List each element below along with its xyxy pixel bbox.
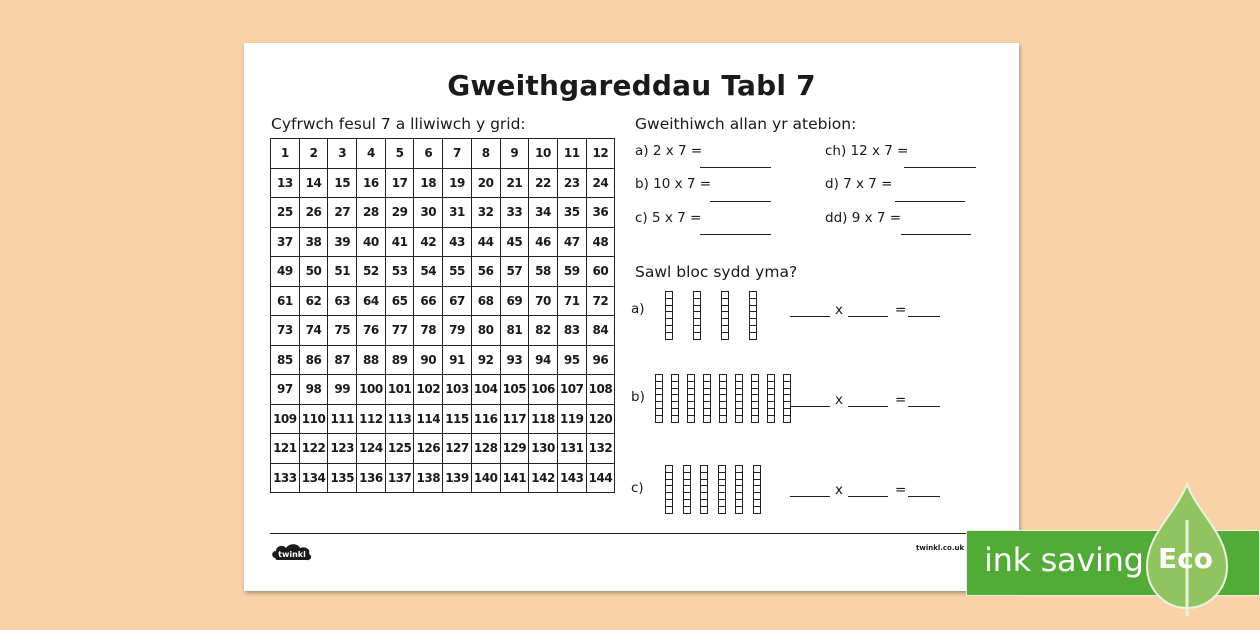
grid-cell[interactable]: 60 bbox=[586, 257, 615, 287]
block-column bbox=[687, 374, 695, 423]
unit-block bbox=[718, 506, 726, 514]
calculations-heading: Gweithiwch allan yr atebion: bbox=[635, 115, 857, 133]
grid-cell[interactable]: 120 bbox=[586, 404, 615, 434]
grid-row bbox=[271, 257, 615, 287]
grid-cell[interactable]: 111 bbox=[328, 404, 357, 434]
unit-block bbox=[665, 506, 673, 514]
grid-cell[interactable]: 65 bbox=[385, 286, 414, 316]
unit-block bbox=[665, 332, 673, 340]
grid-row bbox=[271, 345, 615, 375]
grid-cell[interactable]: 67 bbox=[443, 286, 472, 316]
grid-cell[interactable]: 104 bbox=[471, 375, 500, 405]
grid-cell[interactable]: 45 bbox=[500, 227, 529, 257]
footer-url: twinkl.co.uk bbox=[916, 544, 965, 552]
grid-cell[interactable]: 70 bbox=[529, 286, 558, 316]
block-question-c-label: c) bbox=[631, 480, 644, 496]
grid-cell[interactable]: 115 bbox=[443, 404, 472, 434]
grid-cell[interactable]: 101 bbox=[385, 375, 414, 405]
grid-cell[interactable]: 89 bbox=[385, 345, 414, 375]
grid-row bbox=[271, 434, 615, 464]
grid-cell[interactable]: 27 bbox=[328, 198, 357, 228]
times-symbol: x bbox=[835, 302, 843, 318]
grid-cell[interactable]: 38 bbox=[299, 227, 328, 257]
grid-cell[interactable]: 1 bbox=[271, 139, 300, 169]
block-column bbox=[718, 465, 726, 514]
grid-cell[interactable]: 40 bbox=[357, 227, 386, 257]
grid-cell[interactable]: 81 bbox=[500, 316, 529, 346]
grid-cell[interactable]: 72 bbox=[586, 286, 615, 316]
block-column bbox=[721, 291, 729, 340]
product-line-b[interactable] bbox=[908, 406, 940, 407]
calculation-d: d) 7 x 7 = bbox=[825, 176, 893, 192]
calculation-dd: dd) 9 x 7 = bbox=[825, 210, 902, 226]
grid-cell[interactable]: 87 bbox=[328, 345, 357, 375]
grid-cell[interactable]: 13 bbox=[271, 168, 300, 198]
worksheet-title: Gweithgareddau Tabl 7 bbox=[447, 69, 816, 102]
grid-cell[interactable]: 56 bbox=[471, 257, 500, 287]
grid-cell[interactable]: 59 bbox=[557, 257, 586, 287]
footer-divider bbox=[270, 533, 992, 534]
grid-cell[interactable]: 69 bbox=[500, 286, 529, 316]
grid-cell[interactable]: 114 bbox=[414, 404, 443, 434]
worksheet-page bbox=[244, 43, 1019, 591]
unit-block bbox=[749, 332, 757, 340]
grid-cell[interactable]: 22 bbox=[529, 168, 558, 198]
grid-cell[interactable]: 66 bbox=[414, 286, 443, 316]
grid-cell[interactable]: 136 bbox=[357, 463, 386, 493]
grid-cell[interactable]: 92 bbox=[471, 345, 500, 375]
grid-cell[interactable]: 105 bbox=[500, 375, 529, 405]
block-column bbox=[693, 291, 701, 340]
logo-text: twinkl bbox=[278, 550, 306, 559]
unit-block bbox=[693, 332, 701, 340]
grid-row bbox=[271, 286, 615, 316]
factor-line-c-2[interactable] bbox=[848, 496, 888, 497]
grid-cell[interactable]: 91 bbox=[443, 345, 472, 375]
grid-cell[interactable]: 26 bbox=[299, 198, 328, 228]
grid-cell[interactable]: 112 bbox=[357, 404, 386, 434]
block-column bbox=[767, 374, 775, 423]
grid-cell[interactable]: 127 bbox=[443, 434, 472, 464]
grid-cell[interactable]: 16 bbox=[357, 168, 386, 198]
unit-block bbox=[767, 415, 775, 423]
grid-cell[interactable]: 73 bbox=[271, 316, 300, 346]
grid-cell[interactable]: 106 bbox=[529, 375, 558, 405]
grid-cell[interactable]: 123 bbox=[328, 434, 357, 464]
grid-cell[interactable]: 85 bbox=[271, 345, 300, 375]
grid-cell[interactable]: 41 bbox=[385, 227, 414, 257]
grid-cell[interactable]: 5 bbox=[385, 139, 414, 169]
grid-row bbox=[271, 375, 615, 405]
answer-line-a[interactable] bbox=[700, 167, 771, 168]
block-column bbox=[751, 374, 759, 423]
unit-block bbox=[700, 506, 708, 514]
grid-cell[interactable]: 37 bbox=[271, 227, 300, 257]
unit-block bbox=[683, 506, 691, 514]
grid-cell[interactable]: 11 bbox=[557, 139, 586, 169]
grid-cell[interactable]: 25 bbox=[271, 198, 300, 228]
grid-cell[interactable]: 54 bbox=[414, 257, 443, 287]
grid-cell[interactable]: 17 bbox=[385, 168, 414, 198]
grid-cell[interactable]: 3 bbox=[328, 139, 357, 169]
block-column bbox=[735, 465, 743, 514]
unit-block bbox=[671, 415, 679, 423]
grid-cell[interactable]: 15 bbox=[328, 168, 357, 198]
hundred-grid bbox=[270, 138, 615, 493]
grid-row bbox=[271, 198, 615, 228]
block-column bbox=[749, 291, 757, 340]
grid-cell[interactable]: 134 bbox=[299, 463, 328, 493]
grid-cell[interactable]: 29 bbox=[385, 198, 414, 228]
grid-cell[interactable]: 10 bbox=[529, 139, 558, 169]
grid-instructions: Cyfrwch fesul 7 a lliwiwch y grid: bbox=[271, 115, 526, 133]
grid-cell[interactable]: 35 bbox=[557, 198, 586, 228]
grid-cell[interactable]: 131 bbox=[557, 434, 586, 464]
grid-cell[interactable]: 12 bbox=[586, 139, 615, 169]
factor-line-b-2[interactable] bbox=[848, 406, 888, 407]
unit-block bbox=[783, 415, 791, 423]
grid-cell[interactable]: 53 bbox=[385, 257, 414, 287]
block-column bbox=[671, 374, 679, 423]
grid-cell[interactable]: 2 bbox=[299, 139, 328, 169]
grid-cell[interactable]: 142 bbox=[529, 463, 558, 493]
grid-cell[interactable]: 122 bbox=[299, 434, 328, 464]
grid-cell[interactable]: 52 bbox=[357, 257, 386, 287]
unit-block bbox=[735, 415, 743, 423]
grid-cell[interactable]: 57 bbox=[500, 257, 529, 287]
grid-cell[interactable]: 44 bbox=[471, 227, 500, 257]
grid-row bbox=[271, 463, 615, 493]
grid-cell[interactable]: 62 bbox=[299, 286, 328, 316]
grid-cell[interactable]: 42 bbox=[414, 227, 443, 257]
grid-cell[interactable]: 140 bbox=[471, 463, 500, 493]
grid-cell[interactable]: 61 bbox=[271, 286, 300, 316]
grid-cell[interactable]: 128 bbox=[471, 434, 500, 464]
grid-cell[interactable]: 18 bbox=[414, 168, 443, 198]
block-column bbox=[655, 374, 663, 423]
grid-cell[interactable]: 21 bbox=[500, 168, 529, 198]
grid-cell[interactable]: 102 bbox=[414, 375, 443, 405]
grid-cell[interactable]: 75 bbox=[328, 316, 357, 346]
grid-cell[interactable]: 98 bbox=[299, 375, 328, 405]
grid-cell[interactable]: 36 bbox=[586, 198, 615, 228]
grid-cell[interactable]: 126 bbox=[414, 434, 443, 464]
grid-cell[interactable]: 95 bbox=[557, 345, 586, 375]
unit-block bbox=[703, 415, 711, 423]
grid-cell[interactable]: 46 bbox=[529, 227, 558, 257]
grid-row bbox=[271, 168, 615, 198]
grid-row bbox=[271, 316, 615, 346]
product-line-a[interactable] bbox=[908, 316, 940, 317]
calculation-c: c) 5 x 7 = bbox=[635, 210, 702, 226]
eco-badge-text: Eco bbox=[1158, 542, 1213, 575]
block-column bbox=[700, 465, 708, 514]
factor-line-b-1[interactable] bbox=[790, 406, 830, 407]
grid-cell[interactable]: 129 bbox=[500, 434, 529, 464]
grid-cell[interactable]: 135 bbox=[328, 463, 357, 493]
equals-symbol: = bbox=[895, 392, 907, 408]
calculation-ch: ch) 12 x 7 = bbox=[825, 143, 909, 159]
grid-cell[interactable]: 121 bbox=[271, 434, 300, 464]
block-column bbox=[753, 465, 761, 514]
grid-cell[interactable]: 28 bbox=[357, 198, 386, 228]
grid-cell[interactable]: 109 bbox=[271, 404, 300, 434]
ink-saving-text: ink saving bbox=[984, 541, 1144, 579]
grid-cell[interactable]: 74 bbox=[299, 316, 328, 346]
factor-line-a-2[interactable] bbox=[848, 316, 888, 317]
grid-cell[interactable]: 97 bbox=[271, 375, 300, 405]
grid-cell[interactable]: 116 bbox=[471, 404, 500, 434]
grid-cell[interactable]: 83 bbox=[557, 316, 586, 346]
unit-block bbox=[655, 415, 663, 423]
grid-cell[interactable]: 76 bbox=[357, 316, 386, 346]
grid-cell[interactable]: 14 bbox=[299, 168, 328, 198]
grid-cell[interactable]: 31 bbox=[443, 198, 472, 228]
grid-cell[interactable]: 124 bbox=[357, 434, 386, 464]
grid-cell[interactable]: 143 bbox=[557, 463, 586, 493]
grid-cell[interactable]: 103 bbox=[443, 375, 472, 405]
grid-cell[interactable]: 79 bbox=[443, 316, 472, 346]
grid-cell[interactable]: 55 bbox=[443, 257, 472, 287]
grid-cell[interactable]: 19 bbox=[443, 168, 472, 198]
grid-cell[interactable]: 130 bbox=[529, 434, 558, 464]
grid-cell[interactable]: 51 bbox=[328, 257, 357, 287]
grid-cell[interactable]: 49 bbox=[271, 257, 300, 287]
unit-block bbox=[735, 506, 743, 514]
grid-cell[interactable]: 4 bbox=[357, 139, 386, 169]
equals-symbol: = bbox=[895, 482, 907, 498]
grid-cell[interactable]: 48 bbox=[586, 227, 615, 257]
blocks-heading: Sawl bloc sydd yma? bbox=[635, 263, 798, 281]
grid-cell[interactable]: 138 bbox=[414, 463, 443, 493]
grid-cell[interactable]: 118 bbox=[529, 404, 558, 434]
grid-cell[interactable]: 110 bbox=[299, 404, 328, 434]
block-column bbox=[665, 291, 673, 340]
grid-cell[interactable]: 64 bbox=[357, 286, 386, 316]
grid-cell[interactable]: 125 bbox=[385, 434, 414, 464]
grid-cell[interactable]: 34 bbox=[529, 198, 558, 228]
grid-cell[interactable]: 86 bbox=[299, 345, 328, 375]
grid-cell[interactable]: 141 bbox=[500, 463, 529, 493]
grid-cell[interactable]: 88 bbox=[357, 345, 386, 375]
calculation-b: b) 10 x 7 = bbox=[635, 176, 712, 192]
product-line-c[interactable] bbox=[908, 496, 940, 497]
block-column bbox=[783, 374, 791, 423]
grid-cell[interactable]: 107 bbox=[557, 375, 586, 405]
grid-cell[interactable]: 39 bbox=[328, 227, 357, 257]
block-column bbox=[703, 374, 711, 423]
twinkl-logo bbox=[270, 540, 314, 564]
answer-line-dd[interactable] bbox=[901, 234, 971, 235]
grid-cell[interactable]: 93 bbox=[500, 345, 529, 375]
grid-cell[interactable]: 132 bbox=[586, 434, 615, 464]
grid-cell[interactable]: 113 bbox=[385, 404, 414, 434]
grid-cell[interactable]: 117 bbox=[500, 404, 529, 434]
grid-cell[interactable]: 50 bbox=[299, 257, 328, 287]
answer-line-b[interactable] bbox=[710, 201, 771, 202]
factor-line-c-1[interactable] bbox=[790, 496, 830, 497]
answer-line-ch[interactable] bbox=[904, 167, 976, 168]
grid-cell[interactable]: 47 bbox=[557, 227, 586, 257]
grid-cell[interactable]: 139 bbox=[443, 463, 472, 493]
grid-cell[interactable]: 58 bbox=[529, 257, 558, 287]
grid-cell[interactable]: 68 bbox=[471, 286, 500, 316]
grid-row bbox=[271, 404, 615, 434]
grid-cell[interactable]: 96 bbox=[586, 345, 615, 375]
unit-block bbox=[687, 415, 695, 423]
grid-cell[interactable]: 63 bbox=[328, 286, 357, 316]
grid-cell[interactable]: 20 bbox=[471, 168, 500, 198]
block-column bbox=[719, 374, 727, 423]
grid-cell[interactable]: 119 bbox=[557, 404, 586, 434]
block-column bbox=[665, 465, 673, 514]
grid-cell[interactable]: 100 bbox=[357, 375, 386, 405]
grid-cell[interactable]: 94 bbox=[529, 345, 558, 375]
grid-cell[interactable]: 133 bbox=[271, 463, 300, 493]
answer-line-c[interactable] bbox=[700, 234, 771, 235]
grid-row bbox=[271, 139, 615, 169]
grid-cell[interactable]: 80 bbox=[471, 316, 500, 346]
grid-cell[interactable]: 7 bbox=[443, 139, 472, 169]
block-question-a-label: a) bbox=[631, 301, 645, 317]
grid-cell[interactable]: 137 bbox=[385, 463, 414, 493]
unit-block bbox=[753, 506, 761, 514]
grid-row bbox=[271, 227, 615, 257]
times-symbol: x bbox=[835, 482, 843, 498]
unit-block bbox=[721, 332, 729, 340]
grid-cell[interactable]: 99 bbox=[328, 375, 357, 405]
grid-cell[interactable]: 24 bbox=[586, 168, 615, 198]
grid-cell[interactable]: 30 bbox=[414, 198, 443, 228]
equals-symbol: = bbox=[895, 302, 907, 318]
unit-block bbox=[751, 415, 759, 423]
grid-cell[interactable]: 144 bbox=[586, 463, 615, 493]
grid-cell[interactable]: 9 bbox=[500, 139, 529, 169]
block-column bbox=[683, 465, 691, 514]
grid-cell[interactable]: 78 bbox=[414, 316, 443, 346]
unit-block bbox=[719, 415, 727, 423]
grid-cell[interactable]: 90 bbox=[414, 345, 443, 375]
grid-cell[interactable]: 43 bbox=[443, 227, 472, 257]
grid-cell[interactable]: 77 bbox=[385, 316, 414, 346]
grid-cell[interactable]: 32 bbox=[471, 198, 500, 228]
grid-cell[interactable]: 23 bbox=[557, 168, 586, 198]
calculation-a: a) 2 x 7 = bbox=[635, 143, 703, 159]
grid-cell[interactable]: 33 bbox=[500, 198, 529, 228]
answer-line-d[interactable] bbox=[895, 201, 965, 202]
block-question-b-label: b) bbox=[631, 389, 645, 405]
times-symbol: x bbox=[835, 392, 843, 408]
grid-cell[interactable]: 84 bbox=[586, 316, 615, 346]
grid-cell[interactable]: 82 bbox=[529, 316, 558, 346]
block-column bbox=[735, 374, 743, 423]
grid-cell[interactable]: 71 bbox=[557, 286, 586, 316]
grid-cell[interactable]: 108 bbox=[586, 375, 615, 405]
grid-cell[interactable]: 8 bbox=[471, 139, 500, 169]
grid-cell[interactable]: 6 bbox=[414, 139, 443, 169]
factor-line-a-1[interactable] bbox=[790, 316, 830, 317]
